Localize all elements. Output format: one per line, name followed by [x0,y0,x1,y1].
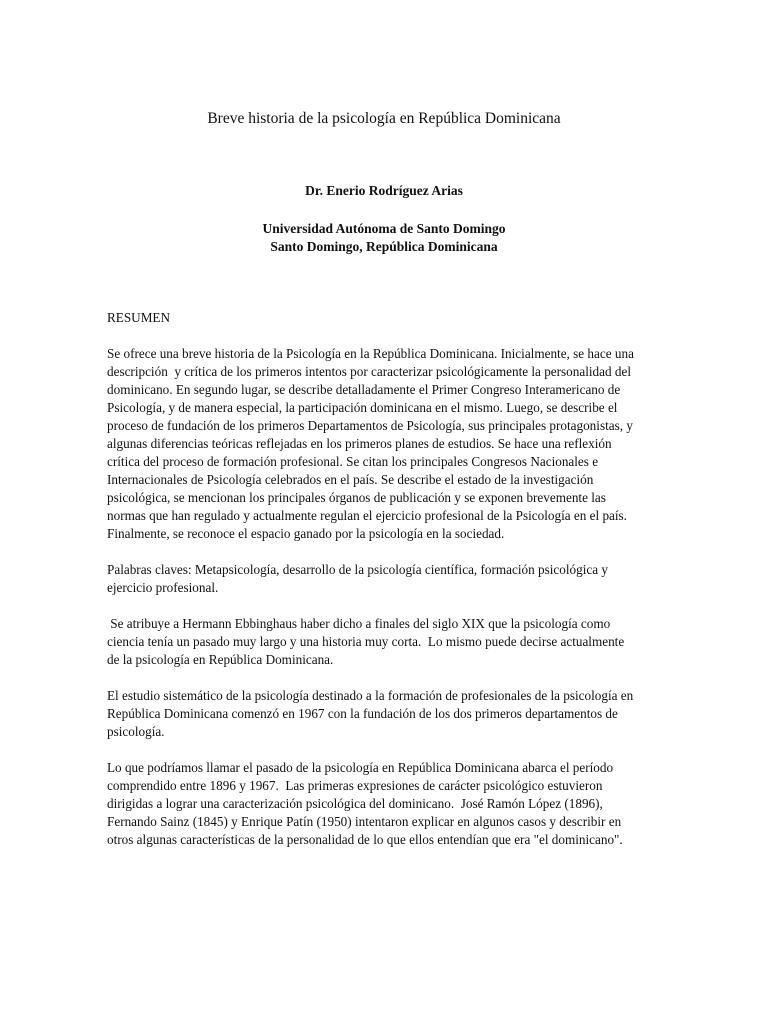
body-paragraph: Lo que podríamos llamar el pasado de la psicología en República Dominicana abarca el período comprendido entre 1896 y 1967. Las primeras expresiones de carácter psicológico estuvieron dirigidas a lograr una caracterización psicológica del dominicano. José Ramón López (1896), Fernando Sainz (1845) y Enrique Patín (1950) intentaron explicar en algunos casos y describir en otros algunas características de la personalidad de lo que ellos entendían que era "el dominicano". [107,760,625,847]
author-name: Dr. Enerio Rodríguez Arias [305,183,463,198]
body-paragraph: Se atribuye a Hermann Ebbinghaus haber dicho a finales del siglo XIX que la psicología como ciencia tenía un pasado muy largo y una historia muy corta. Lo mismo puede decirse actualmente de la psicología en República Dominicana. [107,616,628,667]
document-body [107,309,639,867]
keywords-paragraph: Palabras claves: Metapsicología, desarrollo de la psicología científica, formación psicológica y ejercicio profesional. [107,562,612,595]
affiliation [0,220,768,256]
abstract-heading: RESUMEN [107,310,171,325]
body-paragraph: El estudio sistemático de la psicología destinado a la formación de profesionales de la psicología en República Dominicana comenzó en 1967 con la fundación de los dos primeros departamentos de psicología. [107,688,637,739]
document-title: Breve historia de la psicología en República Dominicana [207,110,561,127]
abstract-paragraph: Se ofrece una breve historia de la Psicología en la República Dominicana. Inicialmente, se hace una descripción y crítica de los primeros intentos por caracterizar psicológicamente la personalidad del dominicano. En segundo lugar, se describe detalladamente el Primer Congreso Interamericano de Psicología, y de manera especial, la participación dominicana en el mismo. Luego, se describe el proceso de fundación de los primeros Departamentos de Psicología, sus principales protagonistas, y algunas diferencias teóricas reflejadas en los primeros planes de estudios. Se hace una reflexión crítica del proceso de formación profesional. Se citan los principales Congresos Nacionales e Internacionales de Psicología celebrados en el país. Se describe el estado de la investigación psicológica, se mencionan los principales órganos de publicación y se exponen brevemente las normas que han regulado y actualmente regulan el ejercicio profesional de la Psicología en el país. Finalmente, se reconoce el espacio ganado por la psicología en la sociedad. [107,346,638,541]
affiliation-location: Santo Domingo, República Dominicana [270,239,498,254]
affiliation-institution: Universidad Autónoma de Santo Domingo [262,221,506,236]
